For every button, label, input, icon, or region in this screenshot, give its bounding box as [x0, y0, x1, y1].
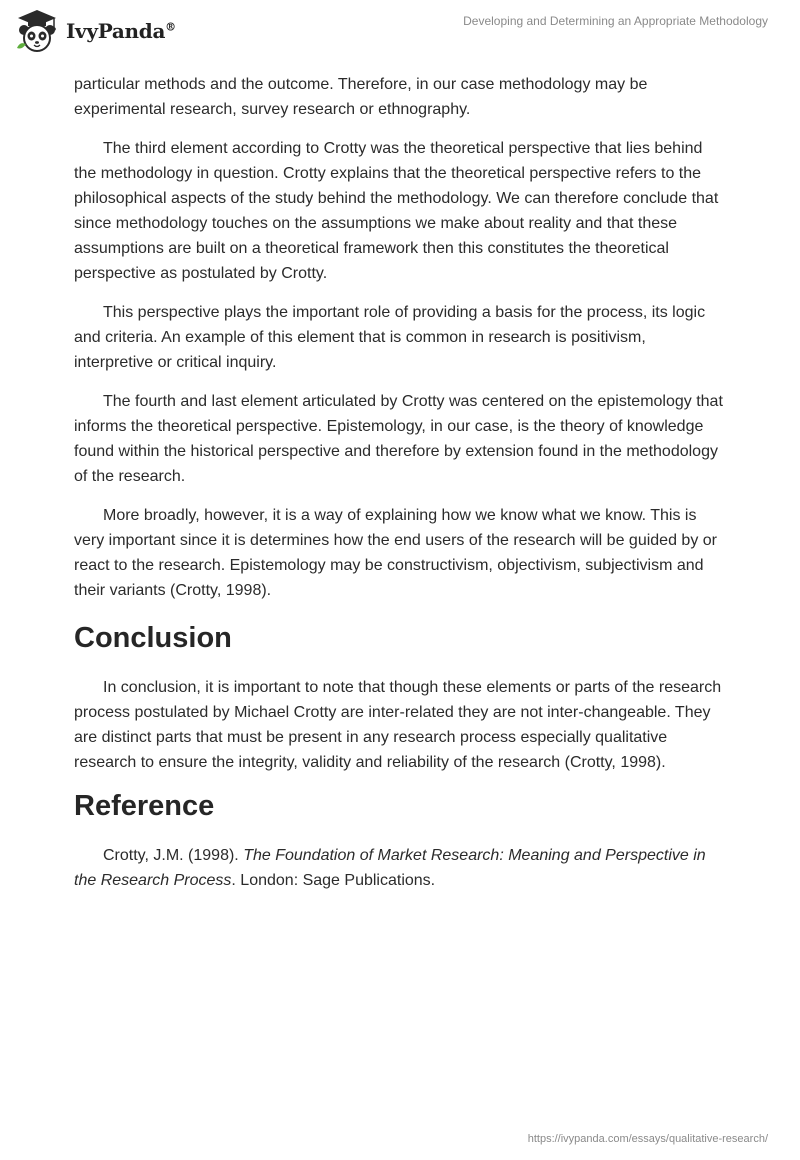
logo[interactable]	[14, 8, 176, 54]
conclusion-heading: Conclusion	[74, 622, 232, 654]
document-title: Developing and Determining an Appropriate Methodology	[463, 14, 768, 28]
reference-entry	[74, 843, 726, 893]
page-header	[0, 0, 800, 70]
reference-author: Crotty, J.M. (1998).	[103, 847, 244, 864]
logo-text: IvyPanda®	[66, 19, 176, 43]
reference-title: The Foundation of Market Research: Meaning and Perspective in the Research Process	[74, 847, 706, 889]
reference-heading: Reference	[74, 790, 215, 822]
panda-graduate-icon	[14, 8, 60, 54]
body-paragraph-5: More broadly, however, it is a way of explaining how we know what we know. This is very important since it is determines how the end users of the research will be guided by or react to the research. Epistemology may be constructivism, objectivism, subjectivism and their variants (Crotty, 1998).	[74, 507, 717, 599]
essay-content	[74, 72, 726, 907]
body-paragraph-1: particular methods and the outcome. Therefore, in our case methodology may be experimental research, survey research or ethnography.	[74, 76, 648, 118]
body-paragraph-2: The third element according to Crotty was the theoretical perspective that lies behind the methodology in question. Crotty explains that the theoretical perspective refers to the philosophical aspects of the study behind the methodology. We can therefore conclude that since methodology touches on the assumptions we make about reality and that these assumptions are built on a theoretical framework then this constitutes the theoretical perspective as postulated by Crotty.	[74, 140, 719, 282]
source-url[interactable]: https://ivypanda.com/essays/qualitative-research/	[527, 1133, 768, 1145]
body-paragraph-3: This perspective plays the important role of providing a basis for the process, its logic and criteria. An example of this element that is common in research is positivism, interpretive or critical inquiry.	[74, 304, 706, 371]
body-paragraph-4: The fourth and last element articulated by Crotty was centered on the epistemology that informs the theoretical perspective. Epistemology, in our case, is the theory of knowledge found within the historical perspective and therefore by extension found in the methodology of the research.	[74, 393, 723, 485]
conclusion-paragraph: In conclusion, it is important to note that though these elements or parts of the research process postulated by Michael Crotty are inter-related they are not inter-changeable. They are distinct parts that must be present in any research process especially qualitative research to ensure the integrity, validity and reliability of the research (Crotty, 1998).	[74, 679, 722, 771]
reference-publisher: . London: Sage Publications.	[231, 872, 436, 889]
